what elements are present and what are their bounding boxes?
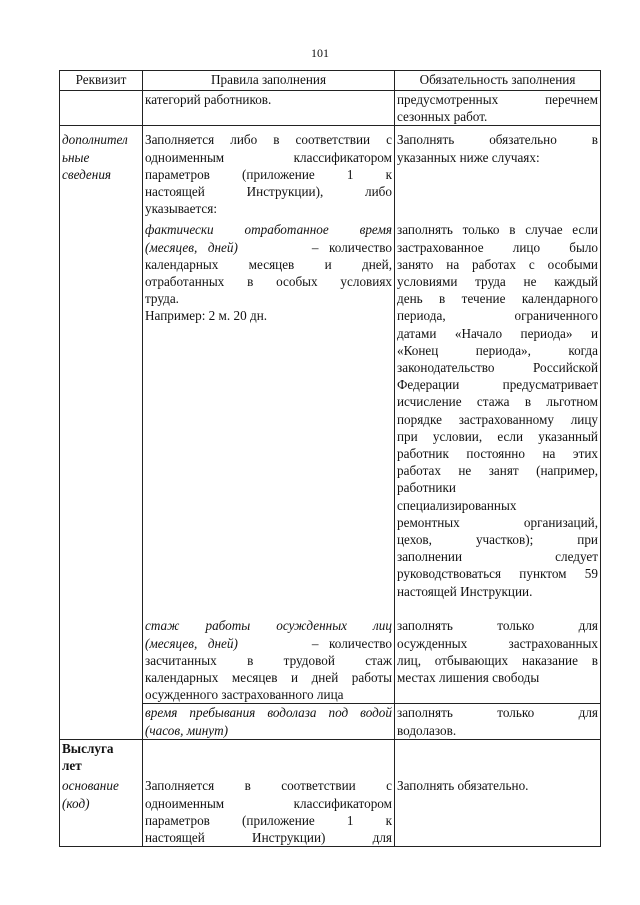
- rules-example: Например: 2 м. 20 дн.: [145, 308, 268, 324]
- obligation-line: заполнять только в случае если: [397, 222, 598, 238]
- obligation-line: настоящей Инструкции.: [397, 583, 533, 599]
- table-header-row: [60, 71, 601, 91]
- rules-cell: [143, 739, 395, 777]
- obligation-line: предусмотренных перечнем: [397, 92, 598, 107]
- requisite-cell: [60, 91, 143, 126]
- obligation-line: осужденных застрахованных: [397, 635, 598, 651]
- rules-line: Заполняется либо в соответствии с: [145, 132, 392, 148]
- rules-line: осужденного застрахованного лица: [145, 687, 344, 703]
- rules-line: параметров (приложение 1 к: [145, 812, 392, 828]
- obligation-line: лиц, отбывающих наказание в: [397, 652, 598, 668]
- obligation-line: ремонтных организаций,: [397, 514, 598, 530]
- rules-cell: [143, 217, 395, 617]
- header-obligation: Обязательность заполнения: [395, 71, 601, 91]
- table-row: [60, 739, 601, 777]
- rules-line: одноименным классификатором: [145, 795, 392, 811]
- obligation-line: заполнять только для: [397, 705, 598, 721]
- obligation-cell: [395, 739, 601, 777]
- obligation-line: работах не занят (например,: [397, 463, 598, 479]
- obligation-line: цехов, участков); при: [397, 532, 598, 548]
- rules-line: время пребывания водолаза под водой: [145, 705, 392, 721]
- rules-cell: [143, 126, 395, 218]
- requisite-label-line: ьные: [62, 149, 90, 165]
- obligation-cell: [395, 617, 601, 704]
- requisite-label-line: сведения: [62, 166, 112, 182]
- rules-line: календарных месяцев и дней,: [145, 256, 392, 272]
- rules-cell: [143, 617, 395, 704]
- rules-line: указывается:: [145, 201, 217, 217]
- obligation-cell: [395, 217, 601, 617]
- rules-line: засчитанных в трудовой стаж: [145, 652, 392, 668]
- obligation-line: порядке застрахованному лицу: [397, 411, 598, 427]
- rules-line: (часов, минут): [145, 722, 229, 738]
- requisite-label-line: лет: [62, 758, 82, 774]
- obligation-line: при условии, если указанный: [397, 428, 598, 444]
- requisites-table: [59, 70, 601, 847]
- obligation-line: Заполнять обязательно в: [397, 132, 598, 148]
- requisite-seniority: [60, 739, 143, 777]
- requisite-label-line: Выслуга: [62, 740, 114, 756]
- rules-line: параметров (приложение 1 к: [145, 166, 392, 182]
- obligation-line: работник постоянно на этих: [397, 446, 598, 462]
- obligation-line: заполнять только для: [397, 618, 598, 634]
- obligation-line: «Конец периода», когда: [397, 342, 598, 358]
- obligation-line: заполнении следует: [397, 549, 598, 565]
- rules-line: настоящей Инструкции) для: [145, 829, 392, 845]
- table-row: [60, 126, 601, 218]
- obligation-line: периода, ограниченного: [397, 308, 598, 324]
- obligation-line: водолазов.: [397, 722, 457, 738]
- requisite-label-line: дополнител: [62, 132, 128, 148]
- page-number: 101: [311, 46, 329, 60]
- rules-italic-fragment: (месяцев, дней): [145, 635, 238, 651]
- rules-line: одноименным классификатором: [145, 149, 392, 165]
- obligation-cell: [395, 126, 601, 218]
- rules-line: отработанных в особых условиях: [145, 274, 392, 290]
- obligation-line: условиями труда не каждый: [397, 274, 598, 290]
- obligation-line: местах лишения свободы: [397, 670, 540, 686]
- obligation-line: исчисление стажа в льготном: [397, 394, 598, 410]
- obligation-line: работники: [397, 480, 456, 496]
- obligation-line: руководствоваться пунктом 59: [397, 566, 598, 582]
- rules-cell: [143, 704, 395, 739]
- obligation-line: датами «Начало периода» и: [397, 325, 598, 341]
- rules-text: категорий работников.: [145, 92, 272, 107]
- rules-line: стаж работы осужденных лиц: [145, 618, 392, 634]
- rules-line: настоящей Инструкции), либо: [145, 184, 392, 200]
- obligation-cell: [395, 91, 601, 126]
- obligation-line: указанных ниже случаях:: [397, 149, 540, 165]
- rules-fragment: – количество: [311, 635, 392, 651]
- rules-line: Заполняется в соответствии с: [145, 778, 392, 794]
- obligation-cell: [395, 704, 601, 739]
- obligation-cell: [395, 777, 601, 846]
- obligation-line: законодательство Российской: [397, 360, 598, 376]
- table-row: [60, 777, 601, 846]
- obligation-line: день в течение календарного: [397, 291, 598, 307]
- rules-line: фактически отработанное время: [145, 222, 392, 238]
- table-row: [60, 91, 601, 126]
- obligation-line: застрахованное лицо было: [397, 239, 598, 255]
- rules-italic-fragment: (месяцев, дней): [145, 239, 238, 255]
- obligation-line: Федерации предусматривает: [397, 377, 598, 393]
- rules-cell: [143, 91, 395, 126]
- rules-line: труда.: [145, 291, 179, 307]
- obligation-line: сезонных работ.: [397, 109, 488, 125]
- obligation-line: занято на работах с особыми: [397, 256, 598, 272]
- rules-cell: [143, 777, 395, 846]
- obligation-line: специализированных: [397, 497, 517, 513]
- header-requisite: Реквизит: [60, 71, 143, 91]
- rules-line: календарных месяцев и дней работы: [145, 670, 392, 686]
- header-rules: Правила заполнения: [143, 71, 395, 91]
- requisite-basis: [60, 777, 143, 846]
- obligation-line: Заполнять обязательно.: [397, 778, 529, 794]
- requisite-additional-info: [60, 126, 143, 739]
- requisite-label-line: основание: [62, 778, 119, 794]
- requisite-label-line: (код): [62, 795, 90, 811]
- rules-fragment: – количество: [311, 239, 392, 255]
